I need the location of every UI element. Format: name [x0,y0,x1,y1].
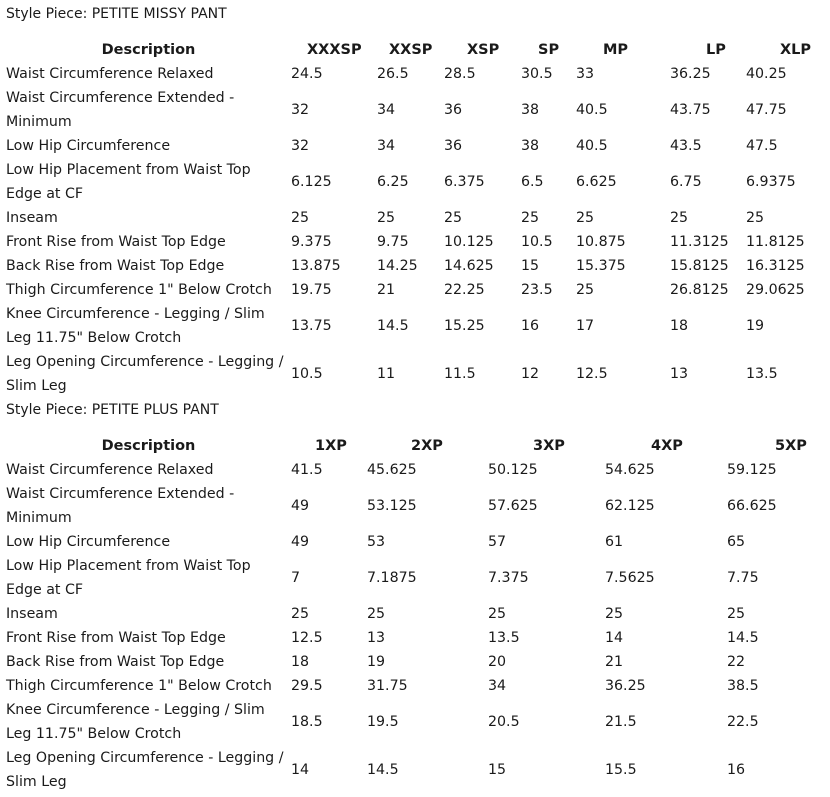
plus-size-table [0,434,830,794]
missy-size-header: XSP [467,42,500,58]
missy-cell-value: 38 [521,138,540,154]
missy-cell-value: 47.5 [746,138,778,154]
plus-cell-value: 45.625 [367,462,417,478]
missy-cell-value: 25 [521,210,540,226]
missy-cell-value: 14.5 [377,318,409,334]
missy-cell-value: 14.25 [377,258,418,274]
plus-size-header: 5XP [775,438,807,454]
plus-cell-value: 25 [367,606,386,622]
plus-table-row [0,554,830,602]
missy-row-label: Low Hip Circumference [6,138,171,154]
missy-cell-value: 36 [444,138,463,154]
missy-cell-value: 26.5 [377,66,409,82]
missy-cell-value: 6.9375 [746,174,796,190]
missy-cell-value: 26.8125 [670,282,729,298]
plus-cell-value: 50.125 [488,462,538,478]
plus-cell-value: 34 [488,678,507,694]
missy-cell-value: 38 [521,102,540,118]
missy-table-row [0,254,830,278]
plus-cell-value: 31.75 [367,678,408,694]
plus-cell-value: 66.625 [727,498,777,514]
missy-size-header: XXSP [389,42,433,58]
plus-size-header: 1XP [315,438,347,454]
plus-row-label: Leg Opening Circumference - Legging / Slim Leg [6,750,284,790]
plus-cell-value: 57.625 [488,498,538,514]
missy-table-row [0,62,830,86]
missy-cell-value: 6.75 [670,174,702,190]
missy-size-header: XLP [780,42,812,58]
missy-cell-value: 10.125 [444,234,494,250]
missy-cell-value: 29.0625 [746,282,805,298]
missy-table-row [0,350,830,398]
plus-cell-value: 53.125 [367,498,417,514]
plus-size-header: 2XP [411,438,443,454]
missy-cell-value: 25 [746,210,765,226]
missy-cell-value: 43.75 [670,102,711,118]
missy-row-label: Inseam [6,210,58,226]
plus-cell-value: 7 [291,570,301,586]
plus-row-label: Back Rise from Waist Top Edge [6,654,225,670]
plus-row-label: Inseam [6,606,58,622]
missy-cell-value: 18 [670,318,689,334]
missy-cell-value: 11.5 [444,366,476,382]
plus-description-header: Description [101,438,196,454]
plus-cell-value: 62.125 [605,498,655,514]
plus-cell-value: 14.5 [727,630,759,646]
plus-cell-value: 13.5 [488,630,520,646]
missy-cell-value: 43.5 [670,138,702,154]
plus-cell-value: 25 [605,606,624,622]
plus-cell-value: 7.75 [727,570,759,586]
missy-cell-value: 15.25 [444,318,485,334]
plus-size-header: 3XP [533,438,565,454]
plus-cell-value: 18.5 [291,714,323,730]
plus-cell-value: 7.375 [488,570,529,586]
missy-cell-value: 34 [377,138,396,154]
missy-cell-value: 40.25 [746,66,787,82]
plus-cell-value: 20 [488,654,507,670]
plus-cell-value: 14.5 [367,762,399,778]
plus-style-title: Style Piece: PETITE PLUS PANT [6,402,219,418]
missy-cell-value: 23.5 [521,282,553,298]
missy-cell-value: 11.3125 [670,234,729,250]
missy-table-row [0,302,830,350]
missy-cell-value: 40.5 [576,102,608,118]
missy-cell-value: 13.5 [746,366,778,382]
missy-cell-value: 15.8125 [670,258,729,274]
plus-cell-value: 13 [367,630,386,646]
plus-row-label: Low Hip Circumference [6,534,171,550]
plus-cell-value: 25 [727,606,746,622]
plus-cell-value: 38.5 [727,678,759,694]
plus-row-label: Waist Circumference Relaxed [6,462,214,478]
plus-cell-value: 21.5 [605,714,637,730]
missy-cell-value: 36.25 [670,66,711,82]
missy-row-label: Low Hip Placement from Waist Top Edge at CF [6,162,251,202]
missy-cell-value: 10.5 [291,366,323,382]
missy-cell-value: 33 [576,66,595,82]
missy-size-header: XXXSP [307,42,362,58]
plus-cell-value: 19 [367,654,386,670]
missy-cell-value: 19 [746,318,765,334]
missy-cell-value: 6.25 [377,174,409,190]
plus-cell-value: 25 [488,606,507,622]
missy-row-label: Back Rise from Waist Top Edge [6,258,225,274]
missy-style-title: Style Piece: PETITE MISSY PANT [6,6,227,22]
plus-size-header: 4XP [651,438,683,454]
plus-row-label: Low Hip Placement from Waist Top Edge at CF [6,558,251,598]
missy-cell-value: 25 [576,210,595,226]
missy-table-row [0,158,830,206]
plus-cell-value: 61 [605,534,624,550]
missy-cell-value: 9.375 [291,234,332,250]
missy-header-row [0,38,830,62]
plus-cell-value: 12.5 [291,630,323,646]
missy-cell-value: 22.25 [444,282,485,298]
missy-cell-value: 24.5 [291,66,323,82]
missy-table-row [0,86,830,134]
missy-cell-value: 32 [291,102,310,118]
plus-cell-value: 25 [291,606,310,622]
plus-cell-value: 7.5625 [605,570,655,586]
missy-cell-value: 25 [576,282,595,298]
plus-cell-value: 15.5 [605,762,637,778]
plus-table-row [0,602,830,626]
plus-table-row [0,458,830,482]
plus-cell-value: 15 [488,762,507,778]
missy-cell-value: 21 [377,282,396,298]
missy-cell-value: 19.75 [291,282,332,298]
plus-row-label: Waist Circumference Extended - Minimum [6,486,235,526]
plus-cell-value: 22.5 [727,714,759,730]
missy-cell-value: 6.375 [444,174,485,190]
missy-cell-value: 12 [521,366,540,382]
plus-table-row [0,650,830,674]
plus-cell-value: 49 [291,498,310,514]
missy-cell-value: 15 [521,258,540,274]
missy-cell-value: 13 [670,366,689,382]
missy-size-table [0,38,830,398]
missy-size-header: LP [706,42,726,58]
missy-cell-value: 14.625 [444,258,494,274]
missy-table-row [0,278,830,302]
missy-table-row [0,206,830,230]
plus-row-label: Thigh Circumference 1" Below Crotch [6,678,272,694]
missy-row-label: Thigh Circumference 1" Below Crotch [6,282,272,298]
plus-cell-value: 29.5 [291,678,323,694]
plus-cell-value: 65 [727,534,746,550]
missy-table-row [0,230,830,254]
plus-cell-value: 57 [488,534,507,550]
plus-cell-value: 18 [291,654,310,670]
plus-cell-value: 14 [605,630,624,646]
missy-cell-value: 40.5 [576,138,608,154]
plus-cell-value: 21 [605,654,624,670]
plus-table-row [0,746,830,794]
plus-cell-value: 59.125 [727,462,777,478]
missy-cell-value: 10.5 [521,234,553,250]
missy-cell-value: 16.3125 [746,258,805,274]
missy-cell-value: 30.5 [521,66,553,82]
missy-cell-value: 11.8125 [746,234,805,250]
missy-cell-value: 11 [377,366,396,382]
missy-cell-value: 16 [521,318,540,334]
plus-table-row [0,482,830,530]
missy-cell-value: 17 [576,318,595,334]
missy-cell-value: 6.125 [291,174,332,190]
plus-cell-value: 22 [727,654,746,670]
missy-cell-value: 25 [377,210,396,226]
missy-size-header: MP [603,42,629,58]
plus-cell-value: 19.5 [367,714,399,730]
missy-cell-value: 25 [670,210,689,226]
missy-row-label: Waist Circumference Relaxed [6,66,214,82]
plus-cell-value: 14 [291,762,310,778]
missy-row-label: Knee Circumference - Legging / Slim Leg 11.75" Below Crotch [6,306,265,346]
missy-cell-value: 9.75 [377,234,409,250]
missy-cell-value: 25 [291,210,310,226]
missy-table-row [0,134,830,158]
missy-cell-value: 13.75 [291,318,332,334]
missy-row-label: Front Rise from Waist Top Edge [6,234,226,250]
plus-header-row [0,434,830,458]
missy-row-label: Waist Circumference Extended - Minimum [6,90,235,130]
plus-cell-value: 7.1875 [367,570,417,586]
plus-row-label: Knee Circumference - Legging / Slim Leg 11.75" Below Crotch [6,702,265,742]
plus-table-row [0,626,830,650]
missy-cell-value: 15.375 [576,258,626,274]
missy-cell-value: 6.5 [521,174,544,190]
plus-cell-value: 20.5 [488,714,520,730]
missy-cell-value: 10.875 [576,234,626,250]
missy-cell-value: 6.625 [576,174,617,190]
missy-cell-value: 36 [444,102,463,118]
plus-cell-value: 16 [727,762,746,778]
plus-cell-value: 36.25 [605,678,646,694]
plus-row-label: Front Rise from Waist Top Edge [6,630,226,646]
missy-cell-value: 13.875 [291,258,341,274]
missy-cell-value: 32 [291,138,310,154]
plus-table-row [0,674,830,698]
missy-cell-value: 28.5 [444,66,476,82]
plus-cell-value: 53 [367,534,386,550]
missy-cell-value: 34 [377,102,396,118]
plus-cell-value: 49 [291,534,310,550]
missy-size-header: SP [538,42,560,58]
plus-cell-value: 54.625 [605,462,655,478]
plus-table-row [0,530,830,554]
plus-cell-value: 41.5 [291,462,323,478]
plus-table-row [0,698,830,746]
missy-description-header: Description [101,42,196,58]
missy-row-label: Leg Opening Circumference - Legging / Slim Leg [6,354,284,394]
missy-cell-value: 25 [444,210,463,226]
missy-cell-value: 47.75 [746,102,787,118]
missy-cell-value: 12.5 [576,366,608,382]
